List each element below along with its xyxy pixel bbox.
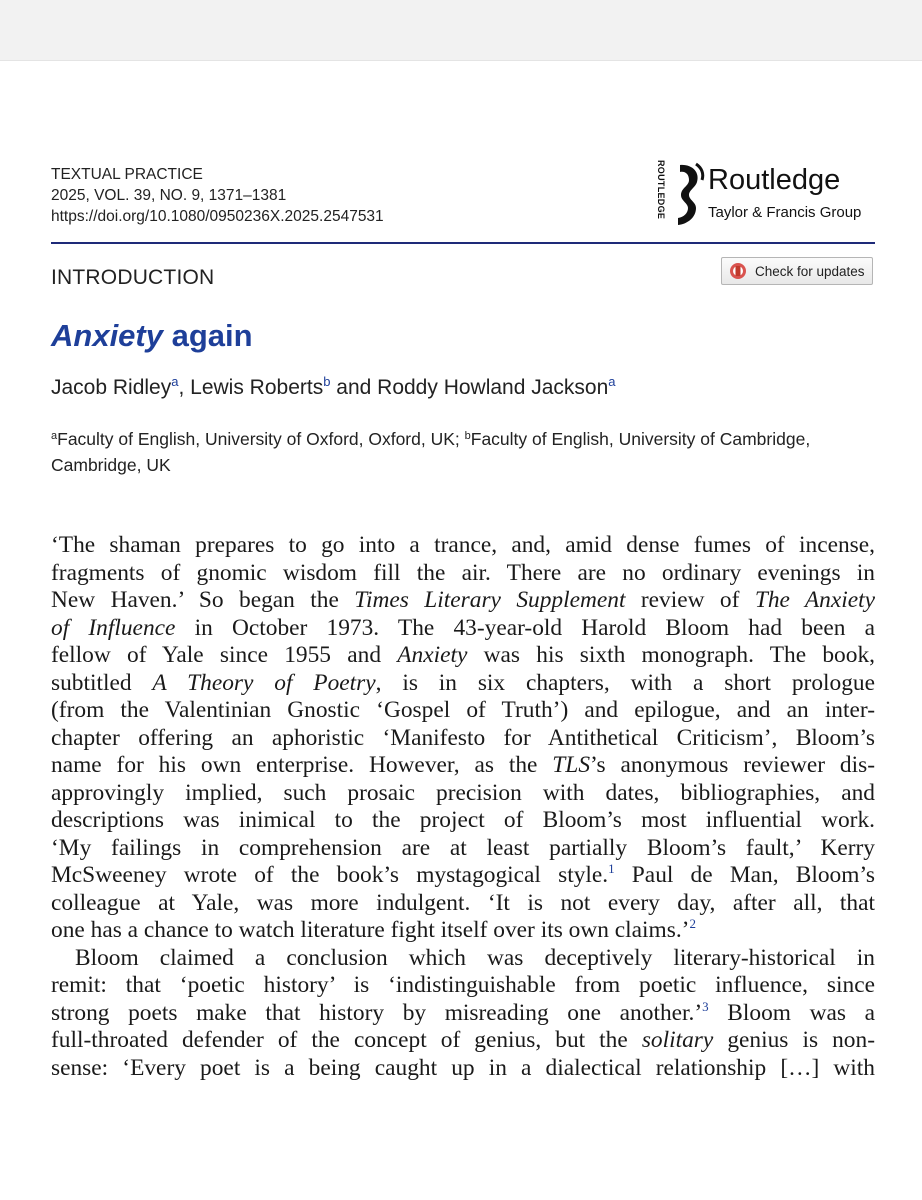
author-list [51, 376, 616, 400]
body-text-run: remit: that ‘poetic history’ is ‘indistinguishable from poetic influence, since [51, 972, 875, 998]
body-text-run: ’s anonymous reviewer dis- [590, 752, 875, 778]
publisher-vertical-text: ROUTLEDGE [656, 160, 666, 220]
body-line [51, 697, 875, 725]
body-text-run: Bloom was a [708, 999, 875, 1026]
author-name[interactable]: Roddy Howland Jackson [377, 376, 609, 399]
body-line [51, 890, 875, 918]
journal-info [51, 164, 384, 227]
body-text-run: sense: ‘Every poet is a being caught up in a dialectical relationship […] with [51, 1054, 875, 1081]
italic-text: Anxiety [397, 642, 468, 668]
body-line [51, 670, 875, 698]
body-line [51, 532, 875, 560]
body-text-run: one has a chance to watch literature fight itself over its own claims.’ [51, 917, 690, 943]
journal-doi[interactable]: https://doi.org/10.1080/0950236X.2025.2547531 [51, 208, 384, 225]
body-line [51, 972, 875, 1000]
check-for-updates-label: Check for updates [755, 263, 865, 279]
body-text-run: chapter offering an aphoristic ‘Manifesto for Antithetical Criticism’, Bloom’s [51, 724, 875, 751]
body-line [51, 945, 875, 973]
italic-text: A Theory of Poetry [152, 669, 376, 696]
affil-text: Faculty of English, University of Cambridge, Cambridge, UK [51, 429, 811, 475]
footnote-ref[interactable]: 2 [689, 917, 696, 931]
author-affil-mark: a [171, 374, 179, 389]
body-text-run: in October 1973. The 43-year-old Harold Bloom had been a [175, 614, 875, 641]
body-line [51, 560, 875, 588]
body-text-run: Bloom claimed a conclusion which was deceptively literary-historical in [75, 944, 875, 971]
journal-volume: 2025, VOL. 39, NO. 9, 1371–1381 [51, 187, 287, 204]
publisher-group: Taylor & Francis Group [708, 204, 862, 221]
check-updates-icon [729, 262, 747, 280]
body-line [51, 917, 875, 945]
body-text-run: genius is non- [713, 1027, 875, 1053]
publisher-name: Routledge [708, 164, 841, 196]
body-line [51, 780, 875, 808]
journal-name: TEXTUAL PRACTICE [51, 166, 203, 183]
body-text-run: , is in six chapters, with a short prologue [375, 669, 875, 696]
body-text-run: was his sixth monograph. The book, [467, 642, 875, 668]
body-line [51, 587, 875, 615]
body-text-run: Paul de Man, Bloom’s [614, 862, 875, 888]
affil-text: Faculty of English, University of Oxford, Oxford, UK; [57, 429, 465, 449]
body-line [51, 752, 875, 780]
title-rest: again [162, 318, 253, 353]
affiliations [51, 426, 881, 478]
body-text-run: full-throated defender of the concept of genius, but the [51, 1027, 642, 1053]
body-text-run: McSweeney wrote of the book’s mystagogical style. [51, 862, 609, 888]
body-text-run: ‘The shaman prepares to go into a trance, and, amid dense fumes of incense, [51, 532, 875, 558]
body-line [51, 862, 875, 890]
body-text-run: (from the Valentinian Gnostic ‘Gospel of Truth’) and epilogue, and an inter- [51, 697, 875, 723]
body-text-run: subtitled [51, 669, 153, 696]
footnote-ref[interactable]: 1 [608, 862, 615, 876]
body-line [51, 725, 875, 753]
body-text-run: strong poets make that history by misreading one another.’ [51, 999, 703, 1026]
affil-mark: a [51, 430, 58, 442]
footnote-ref[interactable]: 3 [702, 999, 709, 1014]
italic-text: of Influence [51, 614, 176, 641]
body-line [51, 835, 875, 863]
author-separator: and [330, 376, 378, 399]
body-text-run: ‘My failings in comprehension are at least partially Bloom’s fault,’ Kerry [51, 834, 875, 861]
body-text-run: New Haven.’ So began the [51, 587, 355, 613]
author-separator: , [178, 376, 191, 399]
affil-mark: b [464, 430, 471, 442]
body-text-run: fellow of Yale since 1955 and [51, 642, 398, 668]
publisher-logo [652, 160, 877, 230]
check-for-updates-button[interactable] [721, 257, 873, 285]
section-label: INTRODUCTION [51, 266, 215, 289]
body-text-run: review of [625, 587, 755, 613]
title-italic: Anxiety [51, 318, 163, 353]
article-title [51, 318, 253, 354]
body-line [51, 615, 875, 643]
author-affil-mark: b [323, 374, 331, 389]
body-line [51, 1055, 875, 1083]
body-text-run: descriptions was inimical to the project of Bloom’s most influential work. [51, 807, 875, 833]
italic-text: solitary [641, 1027, 714, 1053]
article-body [51, 532, 875, 1082]
body-text-run: fragments of gnomic wisdom fill the air. There are no ordinary evenings in [51, 559, 875, 586]
header-rule [51, 242, 875, 244]
body-line [51, 807, 875, 835]
routledge-head-icon [666, 162, 706, 228]
author-name[interactable]: Jacob Ridley [51, 376, 172, 399]
body-text-run: colleague at Yale, was more indulgent. ‘It is not every day, after all, that [51, 889, 875, 916]
author-name[interactable]: Lewis Roberts [190, 376, 324, 399]
body-line [51, 1000, 875, 1028]
italic-text: Times Literary Supplement [354, 587, 626, 613]
viewer-toolbar [0, 0, 922, 61]
italic-text: The Anxiety [754, 587, 875, 613]
body-line [51, 642, 875, 670]
body-text-run: name for his own enterprise. However, as the [51, 752, 553, 778]
author-affil-mark: a [608, 374, 616, 389]
italic-text: TLS [552, 752, 591, 778]
body-line [51, 1027, 875, 1055]
body-text-run: approvingly implied, such prosaic precision with dates, bibliographies, and [51, 779, 875, 806]
